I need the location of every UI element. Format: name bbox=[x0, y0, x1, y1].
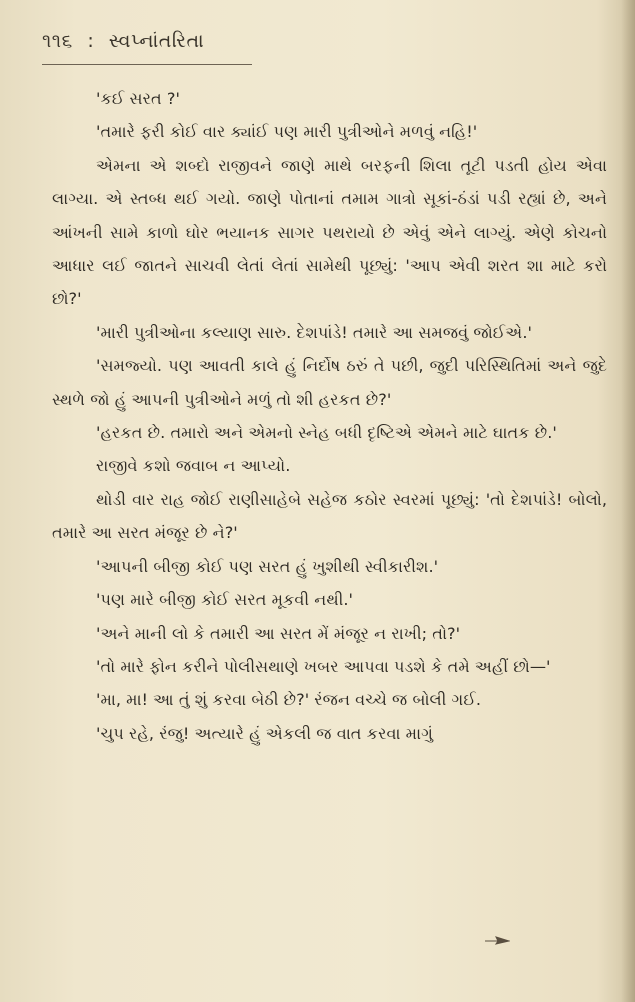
arrow-ornament-icon bbox=[484, 936, 510, 945]
paragraph: 'સમજ્યો. પણ આવતી કાલે હું નિર્દોષ ઠરું તે પછી, જુદી પરિસ્થિતિમાં અને જુદે સ્થળે જો હું આપની પુત્રીઓને મળું તો શી હરકત છે?' bbox=[52, 356, 607, 409]
header-separator: : bbox=[87, 30, 95, 52]
book-title: સ્વપ્નાંતરિતા bbox=[108, 30, 205, 52]
paragraph: 'તમારે ફરી કોઈ વાર ક્યાંઈ પણ મારી પુત્રીઓને મળવું નહિ!' bbox=[96, 122, 478, 142]
paragraph: રાજીવે કશો જવાબ ન આપ્યો. bbox=[96, 456, 291, 476]
paragraph: 'આપની બીજી કોઈ પણ સરત હું ખુશીથી સ્વીકારીશ.' bbox=[96, 556, 439, 576]
page-number: ૧૧૬ bbox=[42, 30, 73, 52]
paragraph: થોડી વાર રાહ જોઈ રાણીસાહેબે સહેજ કઠોર સ્વરમાં પૂછ્યું: 'તો દેશપાંડે! બોલો, તમારે આ સરત મંજૂર છે ને?' bbox=[52, 489, 607, 543]
running-header bbox=[42, 30, 204, 52]
body-text bbox=[52, 82, 607, 750]
paragraph: 'મા, મા! આ તું શું કરવા બેઠી છે?' રંજન વચ્ચે જ બોલી ગઈ. bbox=[96, 690, 482, 710]
paragraph: 'મારી પુત્રીઓના કલ્યાણ સારુ. દેશપાંડે! તમારે આ સમજવું જોઈએ.' bbox=[96, 322, 532, 342]
paragraph: 'તો મારે ફોન કરીને પોલીસથાણે ખબર આપવા પડશે કે તમે અહીં છો—' bbox=[96, 656, 551, 676]
header-rule bbox=[42, 64, 252, 65]
page-edge-shadow bbox=[621, 0, 635, 1002]
paragraph: 'ચુપ રહે, રંજુ! અત્યારે હું એકલી જ વાત કરવા માગું bbox=[96, 723, 433, 743]
paragraph: 'હરકત છે. તમારો અને એમનો સ્નેહ બધી દૃષ્ટિએ એમને માટે ઘાતક છે.' bbox=[96, 423, 557, 443]
paragraph: 'અને માની લો કે તમારી આ સરત મેં મંજૂર ન રાખી; તો?' bbox=[96, 623, 461, 643]
paragraph: 'પણ મારે બીજી કોઈ સરત મૂકવી નથી.' bbox=[96, 590, 353, 610]
paragraph: એમના એ શબ્દો રાજીવને જાણે માથે બરફની શિલા તૂટી પડતી હોય એવા લાગ્યા. એ સ્તબ્ધ થઈ ગયો. જાણે પોતાનાં તમામ ગાત્રો સૂકાં-ઠંડાં પડી રહ્યાં છે, અને આંખની સામે કાળો ઘોર ભયાનક સાગર પથરાયો છે એવું એને લાગ્યું. એણે કોચનો આધાર લઈ જાતને સાચવી લેતાં લેતાં સામેથી પૂછ્યું: 'આપ એવી શરત શા માટે કરો છો?' bbox=[52, 155, 607, 309]
paragraph: 'કઈ સરત ?' bbox=[96, 89, 180, 108]
